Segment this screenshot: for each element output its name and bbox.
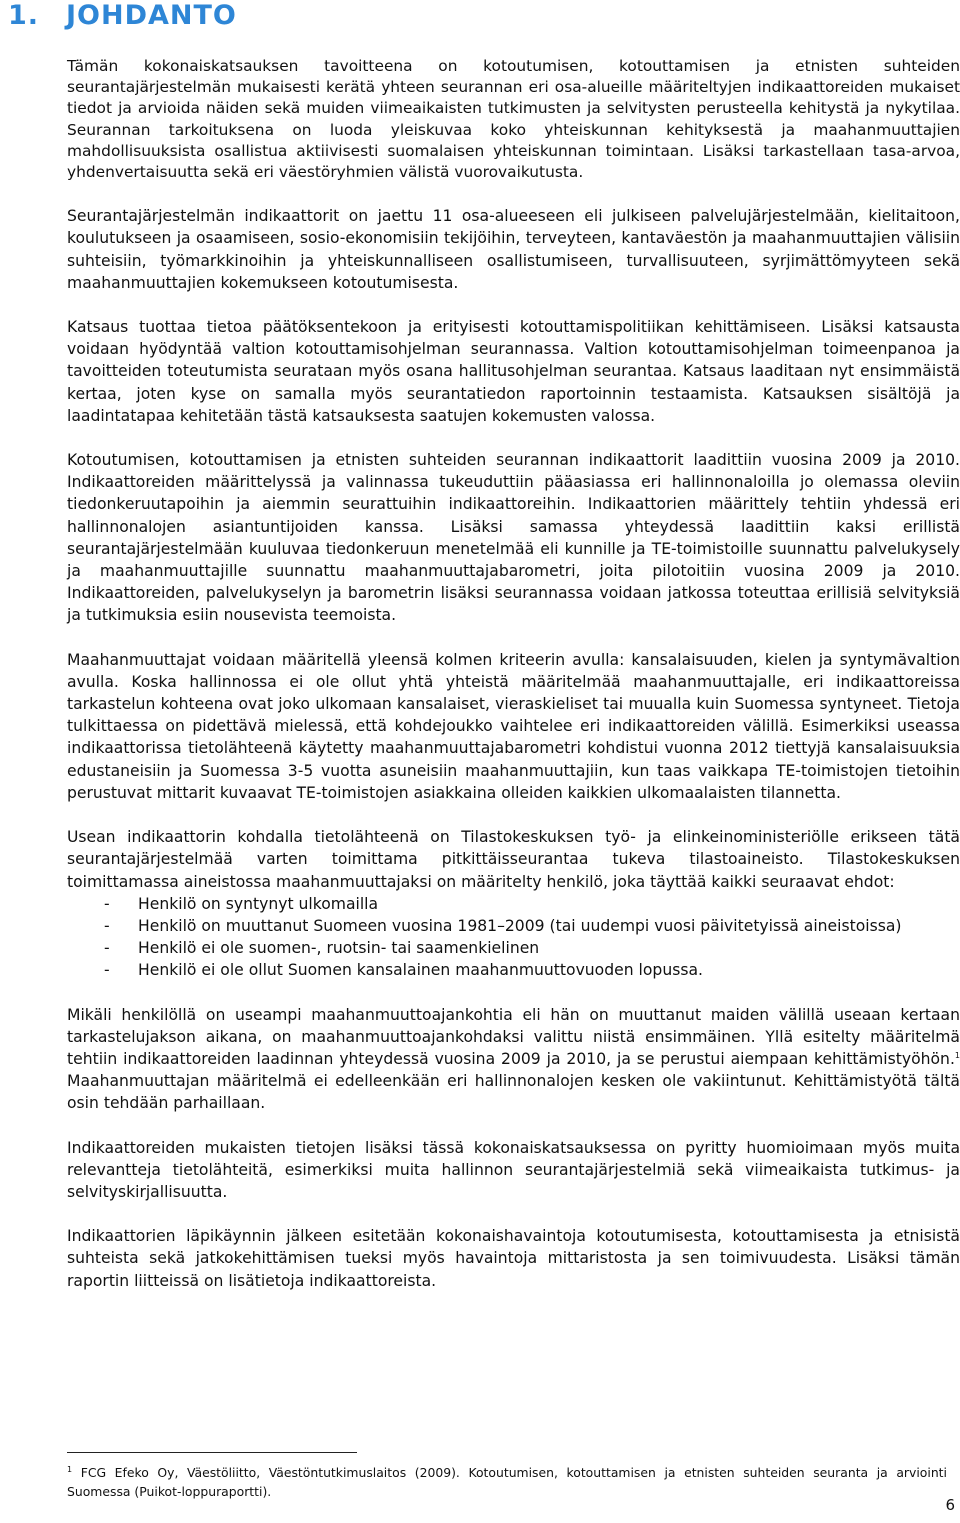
paragraph-text: Mikäli henkilöllä on useampi maahanmuuttoajankohtia eli hän on muuttanut maiden välillä useaan kertaan tarkastelujakson aikana, on maahanmuuttoajankohdaksi valittu niistä ensimmäinen. Yllä esitelty määritelmä tehtiin indikaattoreiden laadinnan yhteydessä vuosina 2009 ja 2010, ja se perustui aiempaan kehittämistyöhön. — [67, 1005, 960, 1068]
paragraph-indicator-history: Kotoutumisen, kotouttamisen ja etnisten suhteiden seurannan indikaattorit laadittiin vuosina 2009 ja 2010. Indikaattoreiden määrittelyssä ja valinnassa tukeuduttiin pääasiassa eri hallinnonaloilla jo olemassa oleviin tiedonkeruutapoihin ja aiemmin seurattuihin indikaattoreihin. Indikaattorien määrittely tehtiin yhdessä eri hallinnonalojen asiantuntijoiden kanssa. Lisäksi samassa yhteydessä laadittiin kaksi erillistä seurantajärjestelmään kuuluvaa tiedonkeruun menetelmää eli kunnille ja TE-toimistoille suunnattu palvelukysely ja maahanmuuttajille suunnattu maahanmuuttajabarometri, joita pilotoitiin vuosina 2009 ja 2010. Indikaattoreiden, palvelukyselyn ja barometrin lisäksi seurannassa voidaan jatkossa toteuttaa erillisiä selvityksiä ja tutkimuksia esiin nousevista teemoista. — [67, 451, 960, 625]
paragraph-immigrant-definition: Maahanmuuttajat voidaan määritellä yleensä kolmen kriteerin avulla: kansalaisuuden, kielen ja syntymävaltion avulla. Koska hallinnossa ei ole ollut yhtä yhteistä määritelmää maahanmuuttajalle, eri indikaattoreissa tarkastelun kohteena ovat joko ulkomaan kansalaiset, vieraskieliset tai muualla kuin Suomessa syntyneet. Tietoja tulkittaessa on pidettävä mielessä, että kohdejoukko vaihtelee eri indikaattoreiden välillä. Esimerkiksi useassa indikaattorissa tietolähteenä käytetty maahanmuuttajabarometri kohdistui vuonna 2012 tiettyjä kansalaisuuksia edustaneisiin ja Suomessa 3-5 vuotta asuneisiin maahanmuuttajiin, kun taas vaikkapa TE-toimistojen tietoihin perustuvat mittarit kuvaavat TE-toimistojen asiakkaina olleiden kaikkien ulkomaalaisten tilannetta. — [67, 650, 960, 802]
paragraph-multiple-moves — [67, 1004, 960, 1115]
dash-marker: - — [104, 939, 110, 958]
footnote-marker: 1 — [67, 1464, 73, 1474]
paragraph-data-source: Usean indikaattorin kohdalla tietolähteenä on Tilastokeskuksen työ- ja elinkeinoministeriölle erikseen tätä seurantajärjestelmää varten toimittama pitkittäisseurantaa tukeva tilastoaineisto. Tilastokeskuksen toimittamassa aineistossa maahanmuuttajaksi on määritelty henkilö, joka täyttää kaikki seuraavat ehdot: — [67, 828, 960, 891]
paragraph-other-sources: Indikaattoreiden mukaisten tietojen lisäksi tässä kokonaiskatsauksessa on pyritty huomioimaan myös muita relevantteja tietolähteitä, esimerkiksi muita hallinnon seurantajärjestelmiä sekä viimeaikaista tutkimus- ja selvityskirjallisuutta. — [67, 1138, 960, 1201]
footnote-separator — [67, 1452, 357, 1453]
footnote — [67, 1463, 947, 1501]
page-number: 6 — [945, 1496, 955, 1514]
list-item — [67, 959, 960, 981]
list-item — [67, 915, 960, 937]
list-item — [67, 893, 960, 915]
list-item-text: Henkilö on muuttanut Suomeen vuosina 1981–2009 (tai uudempi vuosi päivitetyissä aineistoissa) — [138, 916, 902, 935]
dash-marker: - — [104, 916, 110, 935]
footnote-reference[interactable]: 1 — [954, 1050, 960, 1060]
document-body — [67, 56, 960, 1314]
paragraph-indicator-areas: Seurantajärjestelmän indikaattorit on jaettu 11 osa-alueeseen eli julkiseen palvelujärjestelmään, kielitaitoon, koulutukseen ja osaamiseen, sosio-ekonomisiin tekijöihin, terveyteen, kantaväestön ja maahanmuuttajien välisiin suhteisiin, työmarkkinoihin ja yhteiskunnalliseen osallistumiseen, turvallisuuteen, syrjimättömyyteen sekä maahanmuuttajien kokemukseen kotoutumisesta. — [67, 207, 960, 292]
list-item — [67, 937, 960, 959]
chapter-number: 1. — [8, 0, 40, 31]
dash-marker: - — [104, 961, 110, 980]
footnote-text: FCG Efeko Oy, Väestöliitto, Väestöntutkimuslaitos (2009). Kotoutumisen, kotouttamisen ja etnisten suhteiden seuranta ja arviointi Suomessa (Puikot-loppuraportti). — [67, 1465, 947, 1499]
list-item-text: Henkilö ei ole suomen-, ruotsin- tai saamenkielinen — [138, 939, 540, 958]
chapter-heading — [8, 0, 237, 34]
paragraph-purpose: Tämän kokonaiskatsauksen tavoitteena on kotoutumisen, kotouttamisen ja etnisten suhteiden seurantajärjestelmän mukaisesti kerätä yhteen seurannan eri osa-alueille määriteltyjen indikaattoreiden mukaiset tiedot ja arvioida näiden sekä muiden viimeaikaisten tutkimusten ja selvitysten perusteella kehitystä ja nykytilaa. Seurannan tarkoituksena on luoda yleiskuvaa koko yhteiskunnan kehityksestä ja maahanmuuttajien mahdollisuuksista osallistua aktiivisesti suomalaisen yhteiskunnan toimintaan. Lisäksi tarkastellaan tasa-arvoa, yhdenvertaisuutta sekä eri väestöryhmien välistä vuorovaikutusta. — [67, 57, 960, 182]
list-item-text: Henkilö on syntynyt ulkomailla — [138, 894, 379, 913]
list-item-text: Henkilö ei ole ollut Suomen kansalainen maahanmuuttovuoden lopussa. — [138, 961, 703, 980]
paragraph-overview: Indikaattorien läpikäynnin jälkeen esitetään kokonaishavaintoja kotoutumisesta, kotouttamisesta ja etnisistä suhteista sekä jatkokehittämisen tueksi myös havaintoja mittaristosta ja sen toimivuudesta. Lisäksi tämän raportin liitteissä on lisätietoja indikaattoreista. — [67, 1227, 960, 1290]
criteria-list — [67, 893, 960, 982]
paragraph-text: Maahanmuuttajan määritelmä ei edelleenkään eri hallinnonalojen kesken ole vakiintunut. Kehittämistyötä tältä osin tehdään parhaillaan. — [67, 1072, 960, 1113]
paragraph-report-use: Katsaus tuottaa tietoa päätöksentekoon ja erityisesti kotouttamispolitiikan kehittämiseen. Lisäksi katsausta voidaan hyödyntää valtion kotouttamisohjelman seurannassa. Valtion kotouttamisohjelman toimeenpanoa ja tavoitteiden toteutumista seurataan myös osana hallitusohjelman seurantaa. Katsaus laaditaan nyt ensimmäistä kertaa, joten kyse on samalla myös seurantatiedon raportoinnin testaamista. Katsauksen sisältöjä ja laadintatapaa kehitetään tästä katsauksesta saatujen kokemusten valossa. — [67, 318, 960, 425]
dash-marker: - — [104, 894, 110, 913]
chapter-title: JOHDANTO — [66, 0, 237, 31]
